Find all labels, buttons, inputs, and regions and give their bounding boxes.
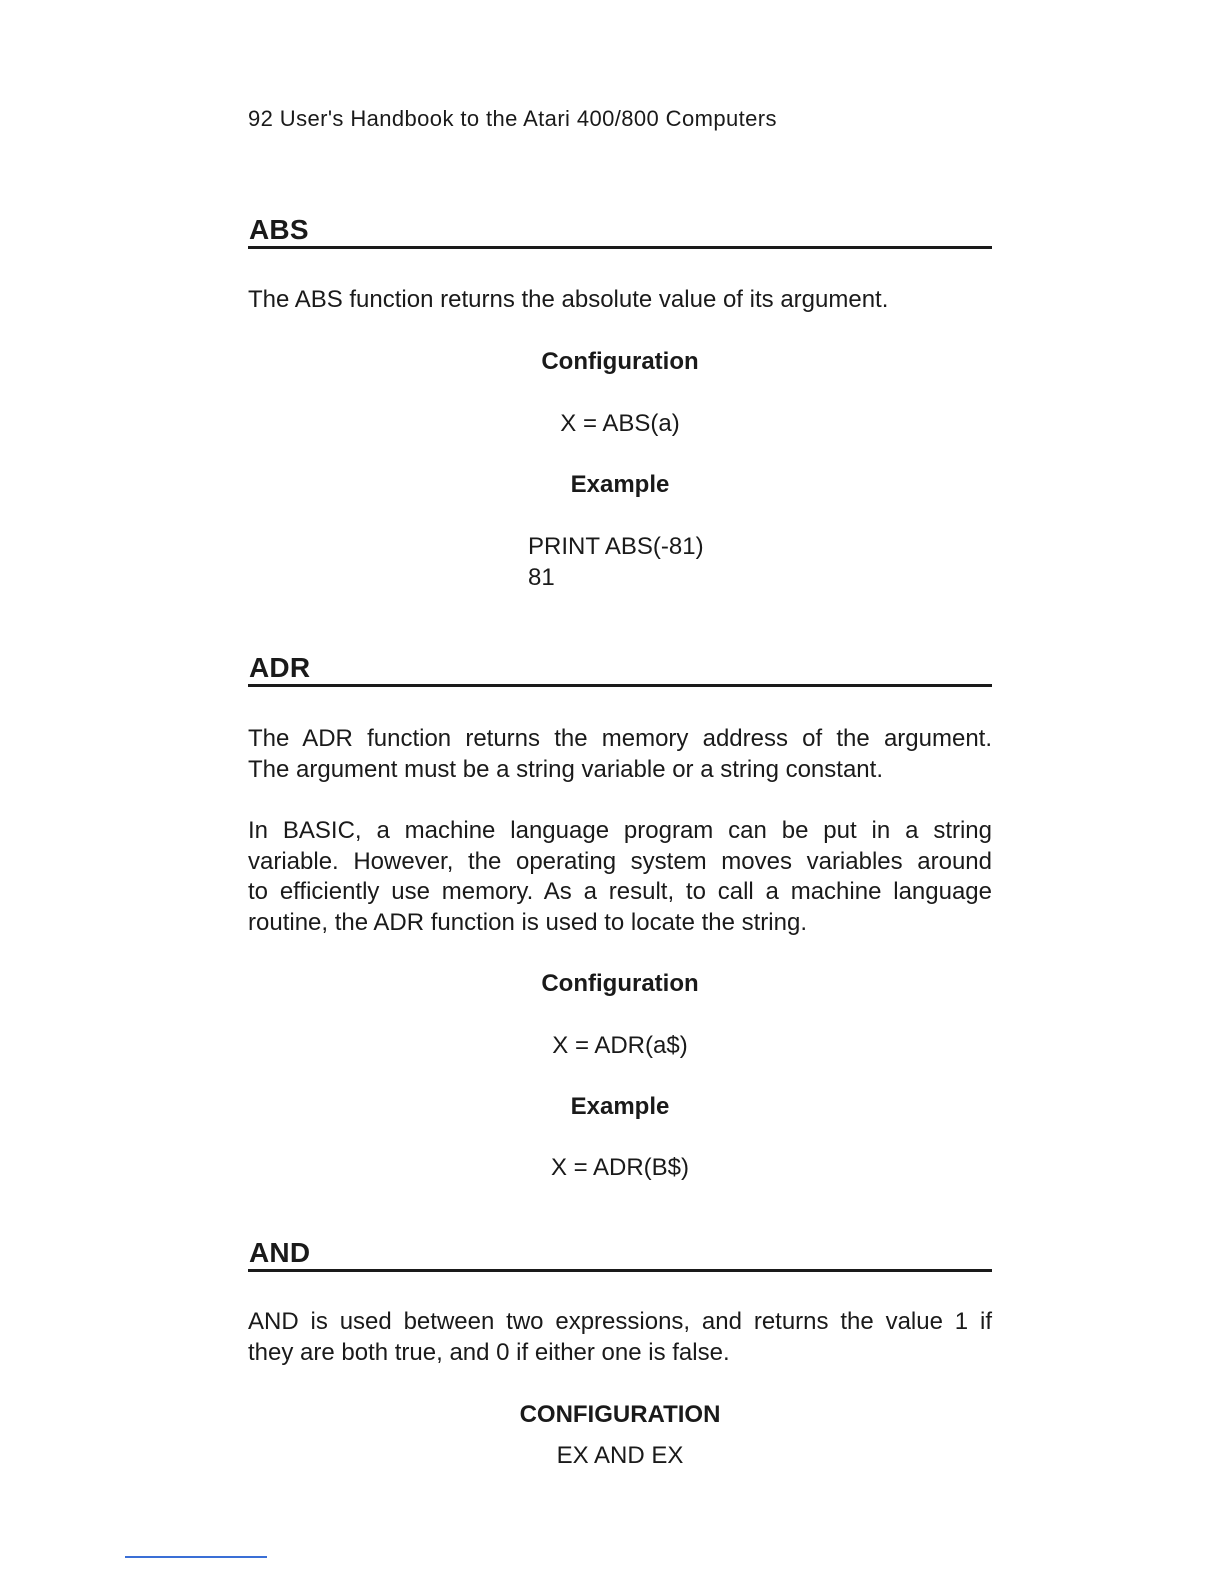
section-heading-abs [248, 212, 992, 249]
adr-configuration-heading: Configuration [541, 970, 699, 997]
section-title-abs: ABS [249, 214, 309, 245]
and-paragraph-line: they are both true, and 0 if either one is false. [248, 1338, 730, 1366]
and-configuration-heading: CONFIGURATION [519, 1401, 721, 1428]
abs-example-line: PRINT ABS(-81) [528, 533, 704, 560]
abs-configuration-syntax: X = ABS(a) [560, 410, 680, 437]
and-paragraph-line: AND is used between two expressions, and returns the value 1 if [248, 1308, 992, 1335]
adr-paragraph-2-line: variable. However, the operating system moves variables around [248, 847, 992, 875]
adr-paragraph-1-line: The argument must be a string variable or a string constant. [248, 755, 883, 783]
and-paragraph [248, 1307, 992, 1368]
abs-configuration-heading: Configuration [541, 348, 699, 375]
and-configuration-syntax: EX AND EX [556, 1442, 684, 1469]
abs-example-heading: Example [570, 471, 670, 498]
adr-example-code: X = ADR(B$) [550, 1154, 690, 1181]
adr-paragraph-2-line: In BASIC, a machine language program can be put in a string [248, 817, 992, 844]
adr-example-heading: Example [570, 1093, 670, 1120]
adr-paragraph-1 [248, 724, 992, 785]
section-title-and: AND [249, 1237, 311, 1268]
adr-configuration-syntax: X = ADR(a$) [552, 1032, 688, 1059]
adr-paragraph-2 [248, 816, 992, 938]
section-title-adr: ADR [249, 652, 311, 683]
adr-paragraph-2-line: routine, the ADR function is used to locate the string. [248, 908, 807, 936]
abs-description-text: The ABS function returns the absolute value of its argument. [248, 286, 889, 313]
abs-example-output: 81 [528, 563, 555, 591]
abs-example-code [528, 532, 704, 593]
section-heading-and [248, 1235, 992, 1272]
page-header: 92 User's Handbook to the Atari 400/800 Computers [248, 106, 777, 131]
abs-description [248, 285, 992, 316]
adr-paragraph-1-line: The ADR function returns the memory address of the argument. [248, 725, 992, 752]
adr-paragraph-2-line: to efficiently use memory. As a result, to call a machine language [248, 878, 992, 905]
footer-rule [125, 1556, 267, 1558]
section-heading-adr [248, 650, 992, 687]
